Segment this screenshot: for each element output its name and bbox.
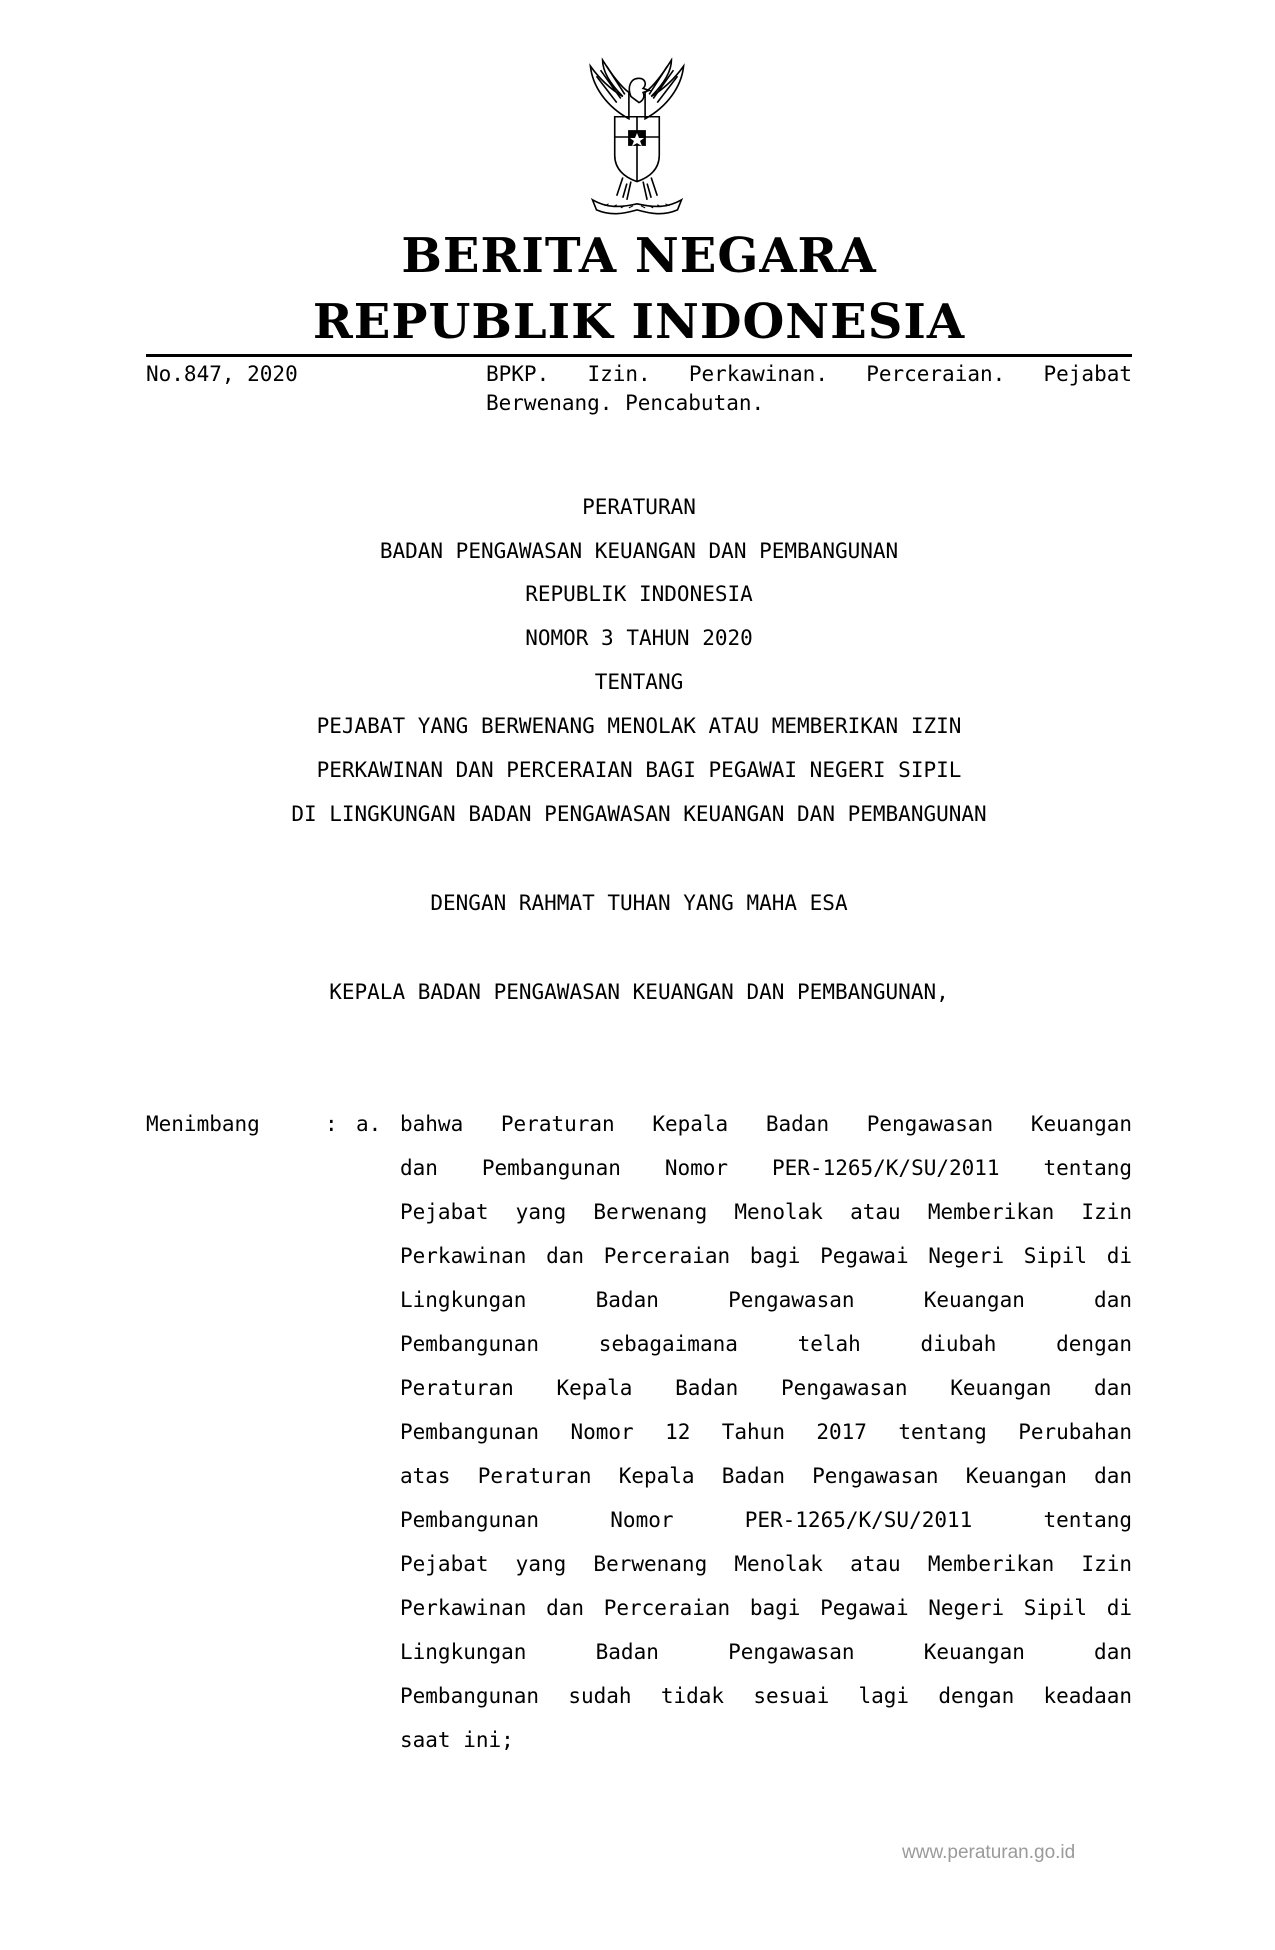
gazette-subject-line2: Berwenang. Pencabutan. <box>486 391 765 415</box>
considering-text-line: Pembangunan sebagaimana telah diubah dengan <box>400 1332 1132 1356</box>
garuda-emblem-icon <box>556 56 718 218</box>
invocation: DENGAN RAHMAT TUHAN YANG MAHA ESA <box>430 891 848 915</box>
considering-text-line: Pejabat yang Berwenang Menolak atau Memberikan Izin <box>400 1200 1132 1224</box>
masthead-title: BERITA NEGARA <box>401 228 877 284</box>
footer-website-link[interactable]: www.peraturan.go.id <box>902 1842 1076 1863</box>
considering-text-line: Pejabat yang Berwenang Menolak atau Memberikan Izin <box>400 1552 1132 1576</box>
regulation-number: NOMOR 3 TAHUN 2020 <box>525 626 753 650</box>
considering-point: a. <box>356 1112 382 1136</box>
regulation-country: REPUBLIK INDONESIA <box>525 582 753 606</box>
considering-text-line: Perkawinan dan Perceraian bagi Pegawai Negeri Sipil di <box>400 1244 1132 1268</box>
regulation-title-line: PERKAWINAN DAN PERCERAIAN BAGI PEGAWAI NEGERI SIPIL <box>316 758 962 782</box>
regulation-title-line: PEJABAT YANG BERWENANG MENOLAK ATAU MEMBERIKAN IZIN <box>316 714 962 738</box>
considering-text-line: saat ini; <box>400 1728 514 1752</box>
considering-text-line: atas Peraturan Kepala Badan Pengawasan Keuangan dan <box>400 1464 1132 1488</box>
regulation-title-line: DI LINGKUNGAN BADAN PENGAWASAN KEUANGAN DAN PEMBANGUNAN <box>291 802 987 826</box>
considering-text-line: bahwa Peraturan Kepala Badan Pengawasan Keuangan <box>400 1112 1132 1136</box>
considering-colon: : <box>325 1112 338 1136</box>
masthead-rule <box>146 354 1132 357</box>
regulation-type: PERATURAN <box>582 495 696 519</box>
considering-text-line: Peraturan Kepala Badan Pengawasan Keuangan dan <box>400 1376 1132 1400</box>
considering-text-line: dan Pembangunan Nomor PER-1265/K/SU/2011 tentang <box>400 1156 1132 1180</box>
gazette-number: No.847, 2020 <box>146 362 298 386</box>
regulation-about-label: TENTANG <box>594 670 684 694</box>
considering-text-line: Lingkungan Badan Pengawasan Keuangan dan <box>400 1640 1132 1664</box>
gazette-subject-line1: BPKP. Izin. Perkawinan. Perceraian. Pejabat <box>486 362 1132 386</box>
considering-label: Menimbang <box>146 1112 260 1136</box>
considering-text-line: Pembangunan Nomor PER-1265/K/SU/2011 tentang <box>400 1508 1132 1532</box>
masthead-subtitle: REPUBLIK INDONESIA <box>312 294 966 350</box>
regulation-issuer: BADAN PENGAWASAN KEUANGAN DAN PEMBANGUNAN <box>379 539 899 563</box>
issuing-official: KEPALA BADAN PENGAWASAN KEUANGAN DAN PEMBANGUNAN, <box>329 980 949 1004</box>
considering-text-line: Perkawinan dan Perceraian bagi Pegawai Negeri Sipil di <box>400 1596 1132 1620</box>
considering-text-line: Pembangunan Nomor 12 Tahun 2017 tentang Perubahan <box>400 1420 1132 1444</box>
considering-text-line: Pembangunan sudah tidak sesuai lagi dengan keadaan <box>400 1684 1132 1708</box>
considering-text-line: Lingkungan Badan Pengawasan Keuangan dan <box>400 1288 1132 1312</box>
